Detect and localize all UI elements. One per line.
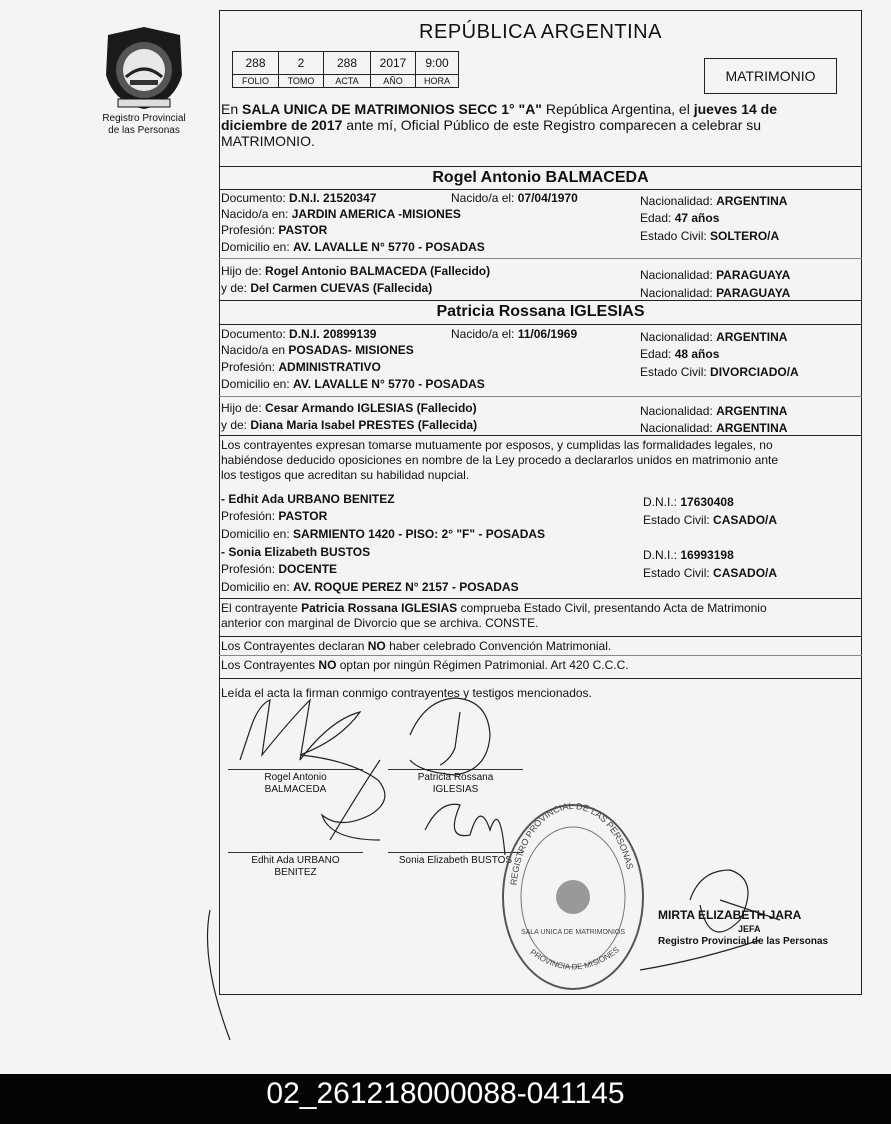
intro-en: En bbox=[221, 101, 239, 117]
registry-caption-line1: Registro Provincial bbox=[102, 113, 186, 124]
closing-text: Leída el acta la firman conmigo contrayentes y testigos mencionados. bbox=[221, 686, 592, 700]
witness2-profession: Profesión: DOCENTE bbox=[221, 562, 338, 576]
divorce-note: El contrayente Patricia Rossana IGLESIAS comprueba Estado Civil, presentando Acta de Matrimonio anterior con marginal de Divorcio que se archiva. CONSTE. bbox=[221, 601, 767, 630]
spouse2-father-nationality: Nacionalidad: ARGENTINA bbox=[640, 404, 788, 418]
spouse1-birthplace: Nacido/a en: JARDIN AMERICA -MISIONES bbox=[221, 207, 461, 221]
spouse2-address: Domicilio en: AV. LAVALLE N° 5770 - POSADAS bbox=[221, 377, 485, 391]
acta-label: ACTA bbox=[324, 75, 371, 88]
witness2-name: - Sonia Elizabeth BUSTOS bbox=[221, 545, 371, 559]
signature-spouse2 bbox=[410, 698, 490, 775]
document-code-footer: 02_261218000088-041145 bbox=[0, 1074, 891, 1124]
svg-text:SALA UNICA DE MATRIMONIOS: SALA UNICA DE MATRIMONIOS bbox=[520, 929, 626, 936]
spouse1-document: Documento: D.N.I. 21520347 bbox=[221, 191, 377, 205]
registry-caption-line2: de las Personas bbox=[108, 125, 180, 136]
witness1-profession: Profesión: PASTOR bbox=[221, 509, 328, 523]
tomo-value: 2 bbox=[279, 52, 324, 75]
spouse2-mother-nationality: Nacionalidad: ARGENTINA bbox=[640, 421, 788, 435]
spouse2-mother: y de: Diana Maria Isabel PRESTES (Fallecida) bbox=[221, 418, 478, 432]
official-name: MIRTA ELIZABETH JARA bbox=[658, 908, 802, 922]
convention-line2: Los Contrayentes NO optan por ningún Régimen Patrimonial. Art 420 C.C.C. bbox=[221, 658, 629, 672]
svg-text:REGISTRO PROVINCIAL DE LAS PER: REGISTRO PROVINCIAL DE LAS PERSONAS bbox=[508, 800, 636, 886]
official-role: JEFA bbox=[738, 924, 761, 934]
intro-office: SALA UNICA DE MATRIMONIOS SECC 1° "A" bbox=[242, 101, 542, 117]
spouse2-nationality: Nacionalidad: ARGENTINA bbox=[640, 330, 788, 344]
svg-text:PROVINCIA DE MISIONES: PROVINCIA DE MISIONES bbox=[528, 945, 621, 972]
witness2-civil-status: Estado Civil: CASADO/A bbox=[643, 566, 778, 580]
spouse2-name: Patricia Rossana IGLESIAS bbox=[436, 303, 645, 320]
anio-value: 2017 bbox=[371, 52, 416, 75]
witness1-dni: D.N.I.: 17630408 bbox=[643, 495, 734, 509]
signature-caption-spouse1: Rogel Antonio BALMACEDA bbox=[264, 772, 327, 795]
spouse2-birthdate: Nacido/a el: 11/06/1969 bbox=[451, 327, 578, 341]
spouse1-father: Hijo de: Rogel Antonio BALMACEDA (Fallecido) bbox=[221, 264, 491, 278]
certificate-title: REPÚBLICA ARGENTINA bbox=[419, 21, 662, 43]
declaration-line3: los testigos que acreditan su habilidad nupcial. bbox=[221, 468, 470, 482]
spouse2-birthplace: Nacido/a en POSADAS- MISIONES bbox=[221, 343, 414, 357]
folio-label: FOLIO bbox=[233, 75, 279, 88]
spouse1-address: Domicilio en: AV. LAVALLE N° 5770 - POSADAS bbox=[221, 240, 485, 254]
spouse2-father: Hijo de: Cesar Armando IGLESIAS (Fallecido) bbox=[221, 401, 477, 415]
spouse1-mother-nationality: Nacionalidad: PARAGUAYA bbox=[640, 286, 791, 300]
divorce-note-line2: anterior con marginal de Divorcio que se archiva. CONSTE. bbox=[221, 616, 539, 630]
witness2-address: Domicilio en: AV. ROQUE PEREZ N° 2157 - POSADAS bbox=[221, 580, 519, 594]
intro-date-b: diciembre de 2017 bbox=[221, 117, 343, 133]
signature-caption-spouse2: Patricia Rossana IGLESIAS bbox=[417, 772, 494, 795]
signature-witness1 bbox=[208, 760, 381, 1040]
intro-mid: República Argentina, el bbox=[545, 101, 690, 117]
official-office: Registro Provincial de las Personas bbox=[658, 936, 829, 947]
spouse2-document: Documento: D.N.I. 20899139 bbox=[221, 327, 377, 341]
official-stamp bbox=[498, 802, 648, 992]
acta-value: 288 bbox=[324, 52, 371, 75]
hora-label: HORA bbox=[416, 75, 459, 88]
intro-date-a: jueves 14 de bbox=[693, 101, 777, 117]
spouse2-profession: Profesión: ADMINISTRATIVO bbox=[221, 360, 381, 374]
tomo-label: TOMO bbox=[279, 75, 324, 88]
hora-value: 9:00 bbox=[416, 52, 459, 75]
spouse1-father-nationality: Nacionalidad: PARAGUAYA bbox=[640, 268, 791, 282]
anio-label: AÑO bbox=[371, 75, 416, 88]
declaration-line1: Los contrayentes expresan tomarse mutuamente por esposos, y cumplidas las formalidades legales, no bbox=[221, 438, 773, 452]
spouse1-profession: Profesión: PASTOR bbox=[221, 223, 328, 237]
signature-witness2 bbox=[425, 804, 505, 855]
spouse1-age: Edad: 47 años bbox=[640, 211, 720, 225]
convention-line1: Los Contrayentes declaran NO haber celebrado Convención Matrimonial. bbox=[221, 639, 612, 653]
spouse1-civil-status: Estado Civil: SOLTERO/A bbox=[640, 229, 780, 243]
intro-rest: ante mí, Oficial Público de este Registro comparecen a celebrar su bbox=[346, 117, 762, 133]
spouse1-mother: y de: Del Carmen CUEVAS (Fallecida) bbox=[221, 281, 433, 295]
document-type-box: MATRIMONIO bbox=[704, 58, 837, 94]
spouse2-civil-status: Estado Civil: DIVORCIADO/A bbox=[640, 365, 799, 379]
spouse1-nationality: Nacionalidad: ARGENTINA bbox=[640, 194, 788, 208]
signature-caption-witness1: Edhit Ada URBANO BENITEZ bbox=[251, 855, 340, 878]
intro-end: MATRIMONIO. bbox=[221, 133, 315, 149]
declaration-line2: habiéndose deducido oposiciones en nombre de la Ley procedo a declararlos unidos en matrimonio ante bbox=[221, 453, 779, 467]
spouse1-birthdate: Nacido/a el: 07/04/1970 bbox=[451, 191, 578, 205]
signature-caption-witness2: Sonia Elizabeth BUSTOS bbox=[398, 855, 513, 866]
spouse2-age: Edad: 48 años bbox=[640, 347, 720, 361]
witness1-address: Domicilio en: SARMIENTO 1420 - PISO: 2° "F" - POSADAS bbox=[221, 527, 546, 541]
witness2-dni: D.N.I.: 16993198 bbox=[643, 548, 734, 562]
spouse1-name: Rogel Antonio BALMACEDA bbox=[432, 169, 649, 186]
signature-spouse1 bbox=[240, 700, 385, 840]
folio-value: 288 bbox=[233, 52, 279, 75]
witness1-name: - Edhit Ada URBANO BENITEZ bbox=[221, 492, 395, 506]
witness1-civil-status: Estado Civil: CASADO/A bbox=[643, 513, 778, 527]
